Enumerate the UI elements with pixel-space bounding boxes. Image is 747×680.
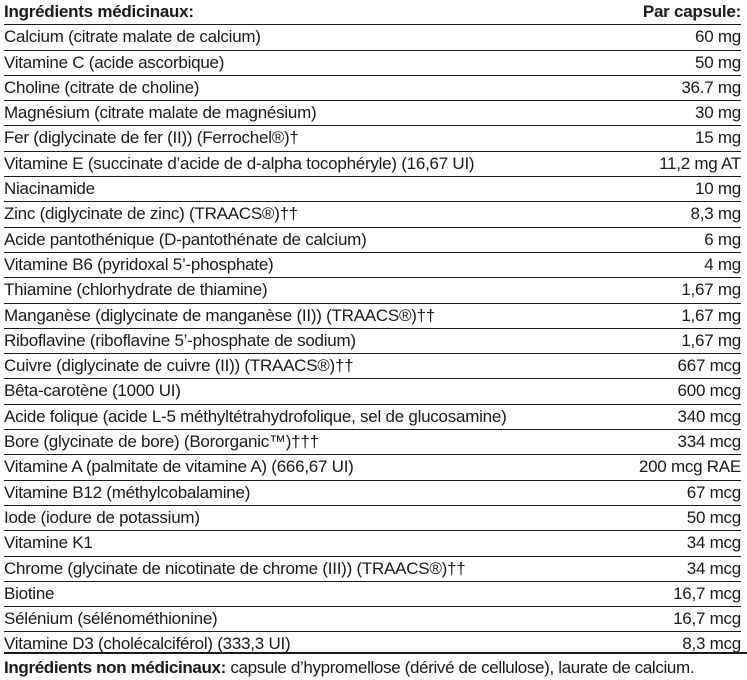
table-row bbox=[4, 455, 741, 480]
ingredient-name: Choline (citrate de choline) bbox=[4, 75, 616, 100]
ingredient-amount: 34 mcg bbox=[616, 556, 741, 581]
table-row bbox=[4, 151, 741, 176]
ingredient-amount: 334 mcg bbox=[616, 430, 741, 455]
table-row bbox=[4, 328, 741, 353]
table-header-row bbox=[4, 0, 741, 25]
ingredient-amount: 1,67 mg bbox=[616, 278, 741, 303]
non-medicinal-text: capsule d’hypromellose (dérivé de cellulose), laurate de calcium. bbox=[225, 658, 695, 677]
ingredient-amount: 50 mg bbox=[616, 50, 741, 75]
ingredient-name: Acide folique (acide L-5 méthyltétrahydrofolique, sel de glucosamine) bbox=[4, 404, 616, 429]
ingredient-amount: 15 mg bbox=[616, 126, 741, 151]
table-row bbox=[4, 379, 741, 404]
ingredient-amount: 16,7 mcg bbox=[616, 607, 741, 632]
ingredient-name: Sélénium (sélénométhionine) bbox=[4, 607, 616, 632]
ingredient-name: Calcium (citrate malate de calcium) bbox=[4, 25, 616, 50]
ingredient-amount: 50 mcg bbox=[616, 505, 741, 530]
ingredient-name: Manganèse (diglycinate de manganèse (II)) (TRAACS®)†† bbox=[4, 303, 616, 328]
ingredient-amount: 1,67 mg bbox=[616, 303, 741, 328]
ingredient-amount: 1,67 mg bbox=[616, 328, 741, 353]
table-row bbox=[4, 227, 741, 252]
ingredient-amount: 340 mcg bbox=[616, 404, 741, 429]
table-row bbox=[4, 480, 741, 505]
ingredient-column-header: Ingrédients médicinaux: bbox=[4, 2, 194, 21]
ingredient-name: Vitamine K1 bbox=[4, 531, 616, 556]
ingredient-amount: 667 mcg bbox=[616, 354, 741, 379]
ingredient-name: Riboflavine (riboflavine 5’-phosphate de sodium) bbox=[4, 328, 616, 353]
ingredient-name: Vitamine E (succinate d’acide de d-alpha tocophéryle) (16,67 UI) bbox=[4, 151, 616, 176]
ingredient-amount: 30 mg bbox=[616, 101, 741, 126]
ingredient-name: Vitamine B6 (pyridoxal 5’-phosphate) bbox=[4, 252, 616, 277]
table-row bbox=[4, 556, 741, 581]
table-row bbox=[4, 252, 741, 277]
table-row bbox=[4, 75, 741, 100]
ingredient-amount: 600 mcg bbox=[616, 379, 741, 404]
table-row bbox=[4, 278, 741, 303]
table-row bbox=[4, 126, 741, 151]
table-row bbox=[4, 25, 741, 50]
ingredient-name: Zinc (diglycinate de zinc) (TRAACS®)†† bbox=[4, 202, 616, 227]
table-row bbox=[4, 202, 741, 227]
ingredient-amount: 200 mcg RAE bbox=[616, 455, 741, 480]
ingredient-name: Bêta-carotène (1000 UI) bbox=[4, 379, 616, 404]
ingredient-name: Thiamine (chlorhydrate de thiamine) bbox=[4, 278, 616, 303]
ingredient-name: Chrome (glycinate de nicotinate de chrome (III)) (TRAACS®)†† bbox=[4, 556, 616, 581]
ingredient-name: Magnésium (citrate malate de magnésium) bbox=[4, 101, 616, 126]
ingredient-amount: 16,7 mcg bbox=[616, 581, 741, 606]
ingredient-amount: 60 mg bbox=[616, 25, 741, 50]
table-row bbox=[4, 607, 741, 632]
non-medicinal-label: Ingrédients non médicinaux: bbox=[4, 658, 226, 677]
ingredient-amount: 8,3 mcg bbox=[616, 632, 741, 657]
ingredient-amount: 4 mg bbox=[616, 252, 741, 277]
ingredient-name: Niacinamide bbox=[4, 177, 616, 202]
ingredient-amount: 11,2 mg AT bbox=[616, 151, 741, 176]
ingredient-name: Acide pantothénique (D-pantothénate de calcium) bbox=[4, 227, 616, 252]
medicinal-ingredients-table bbox=[4, 0, 741, 657]
ingredient-name: Vitamine C (acide ascorbique) bbox=[4, 50, 616, 75]
ingredient-amount: 6 mg bbox=[616, 227, 741, 252]
ingredient-amount: 10 mg bbox=[616, 177, 741, 202]
ingredient-name: Vitamine D3 (cholécalciférol) (333,3 UI) bbox=[4, 632, 616, 657]
table-row bbox=[4, 303, 741, 328]
non-medicinal-ingredients bbox=[4, 652, 747, 680]
amount-column-header: Par capsule: bbox=[642, 2, 741, 21]
ingredient-name: Iode (iodure de potassium) bbox=[4, 505, 616, 530]
ingredient-name: Vitamine A (palmitate de vitamine A) (666,67 UI) bbox=[4, 455, 616, 480]
table-row bbox=[4, 404, 741, 429]
table-row bbox=[4, 430, 741, 455]
ingredient-name: Fer (diglycinate de fer (II)) (Ferrochel®)† bbox=[4, 126, 616, 151]
table-row bbox=[4, 50, 741, 75]
table-row bbox=[4, 531, 741, 556]
ingredient-name: Vitamine B12 (méthylcobalamine) bbox=[4, 480, 616, 505]
ingredient-amount: 8,3 mg bbox=[616, 202, 741, 227]
table-row bbox=[4, 101, 741, 126]
table-row bbox=[4, 505, 741, 530]
table-row bbox=[4, 354, 741, 379]
ingredient-amount: 36.7 mg bbox=[616, 75, 741, 100]
ingredient-name: Bore (glycinate de bore) (Bororganic™)††† bbox=[4, 430, 616, 455]
ingredient-amount: 34 mcg bbox=[616, 531, 741, 556]
table-row bbox=[4, 581, 741, 606]
ingredient-name: Cuivre (diglycinate de cuivre (II)) (TRAACS®)†† bbox=[4, 354, 616, 379]
ingredient-rows bbox=[4, 25, 741, 657]
table-row bbox=[4, 177, 741, 202]
ingredient-name: Biotine bbox=[4, 581, 616, 606]
ingredient-amount: 67 mcg bbox=[616, 480, 741, 505]
